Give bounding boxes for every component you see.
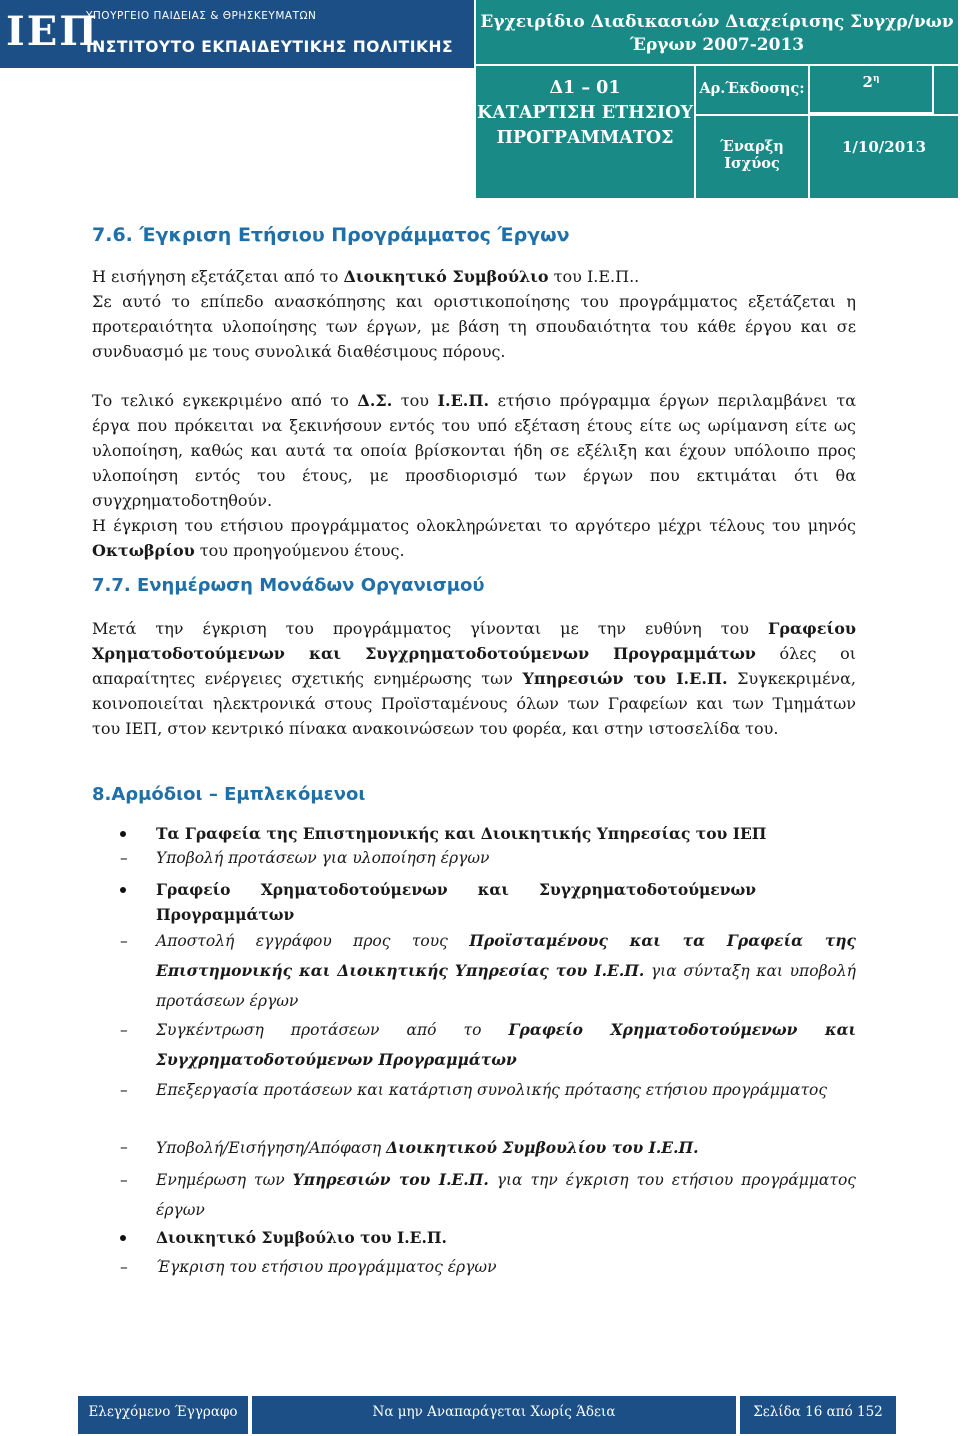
list-item [120, 877, 856, 927]
dash-icon: – [120, 1171, 128, 1189]
dash-text: Υποβολή προτάσεων για υλοποίηση έργων [156, 849, 490, 867]
text-run: Συγκέντρωση προτάσεων από το [156, 1021, 509, 1039]
dash-icon: – [120, 849, 128, 867]
text-run: Υποβολή/Εισήγηση/Απόφαση [156, 1139, 387, 1157]
bold-term: Υπηρεσιών του Ι.Ε.Π. [522, 669, 728, 688]
ministry-name: ΥΠΟΥΡΓΕΙΟ ΠΑΙΔΕΙΑΣ & ΘΡΗΣΚΕΥΜΑΤΩΝ [86, 10, 317, 22]
text-run: του [392, 391, 438, 410]
bold-term: Υπηρεσιών του Ι.Ε.Π. [292, 1170, 489, 1189]
footer-controlled-document: Ελεγχόμενο Έγγραφο [78, 1396, 248, 1434]
bullet-text: Τα Γραφεία της Επιστημονικής και Διοικητικής Υπηρεσίας του ΙΕΠ [156, 824, 767, 843]
dash-text [156, 926, 856, 1016]
list-item [120, 1015, 856, 1075]
issue-number: 2 [862, 73, 873, 91]
dash-text: Επεξεργασία προτάσεων και κατάρτιση συνολικής πρότασης ετήσιου προγράμματος [156, 1081, 828, 1099]
bullet-icon [120, 831, 126, 837]
text-run: του προηγούμενου έτους. [194, 541, 405, 560]
dash-icon: – [120, 1138, 128, 1156]
text-run: ετήσιο πρόγραμμα έργων περιλαμβάνει τα έργα που πρόκειται να ξεκινήσουν εντός του υπό εξέταση έτους είτε ως ωρίμανση είτε ως υλοποίηση, καθώς και αυτά τα οποία βρίσκονται ήδη σε εξέλιξη και έχουν υπόλοιπο προς υλοποίηση εντός του έτους, με προσδιορισμό των έργων που εκτιμάται ότι θα συγχρηματοδοτηθούν. [92, 391, 856, 510]
list-item [120, 1225, 856, 1250]
bullet-text: Γραφείο Χρηματοδοτούμενων και Συγχρηματοδοτούμενων Προγραμμάτων [156, 880, 756, 924]
list-item [120, 1165, 856, 1225]
section-7-6-paragraph-3 [92, 388, 856, 513]
bold-term: Προϊσταμένους και τα Γραφεία της Επιστημονικής και Διοικητικής Υπηρεσίας του Ι.Ε.Π. [156, 931, 856, 980]
bullet-text: Διοικητικό Συμβούλιο του Ι.Ε.Π. [156, 1228, 447, 1247]
bold-term: Γραφείο Χρηματοδοτούμενων και Συγχρηματοδοτούμενων Προγραμμάτων [156, 1020, 856, 1069]
dash-text [156, 1015, 856, 1075]
list-item [120, 1255, 856, 1280]
footer-page-number: Σελίδα 16 από 152 [740, 1396, 896, 1434]
list-item [120, 846, 856, 871]
manual-title-line1: Εγχειρίδιο Διαδικασιών Διαχείρισης Συγχρ/νων [480, 12, 954, 32]
board-name: Διοικητικό Συμβούλιο [343, 267, 549, 286]
start-label: Έναρξη Ισχύος [696, 116, 808, 198]
list-item [120, 926, 856, 1016]
institute-name: ΙΝΣΤΙΤΟΥΤΟ ΕΚΠΑΙΔΕΥΤΙΚΗΣ ΠΟΛΙΤΙΚΗΣ [86, 38, 454, 56]
text-run: Η εισήγηση εξετάζεται από το [92, 267, 344, 286]
manual-title [476, 0, 958, 64]
bold-term: Ι.Ε.Π. [437, 391, 490, 410]
text-run: Αποστολή εγγράφου προς τους [156, 932, 470, 950]
procedure-name-line2: ΠΡΟΓΡΑΜΜΑΤΟΣ [496, 128, 674, 148]
dash-icon: – [120, 1081, 128, 1099]
footer-no-reproduction: Να μην Αναπαράγεται Χωρίς Άδεια [252, 1396, 736, 1434]
procedure-code-box [476, 66, 694, 198]
text-run: Συγκεκριμένα, κοινοποιείται ηλεκτρονικά στους Προϊσταμένους όλων των Γραφείων και των Τμημάτων του ΙΕΠ, στον κεντρικό πίνακα ανακοινώσεων του φορέα, και στην ιστοσελίδα του. [92, 669, 857, 738]
dash-icon: – [120, 932, 128, 950]
dash-text [156, 1165, 856, 1225]
manual-title-line2: Έργων 2007-2013 [629, 35, 805, 55]
bold-term: Διοικητικού Συμβουλίου του Ι.Ε.Π. [386, 1138, 699, 1157]
section-7-6-heading: 7.6. Έγκριση Ετήσιου Προγράμματος Έργων [92, 224, 570, 246]
text-run: Η έγκριση του ετήσιου προγράμματος ολοκληρώνεται το αργότερο μέχρι τέλους του μηνός [92, 516, 856, 535]
section-7-7-heading: 7.7. Ενημέρωση Μονάδων Οργανισμού [92, 575, 485, 596]
text-run: Μετά την έγκριση του προγράμματος γίνονται με την ευθύνη του [92, 619, 768, 638]
institute-logo-banner [0, 0, 474, 68]
procedure-code: Δ1 – 01 [549, 78, 621, 98]
text-run: Ενημέρωση των [156, 1171, 293, 1189]
bullet-icon [120, 887, 126, 893]
section-8-heading: 8.Αρμόδιοι – Εμπλεκόμενοι [92, 784, 366, 805]
iep-logo-mark: ΙΕΠ [6, 8, 99, 55]
bold-term: Γραφείου Χρηματοδοτούμενων και Συγχρηματοδοτούμενων Προγραμμάτων [92, 619, 856, 663]
bold-term: Δ.Σ. [357, 391, 393, 410]
text-run: για σύνταξη και υποβολή προτάσεων έργων [156, 962, 856, 1010]
dash-text [156, 1135, 856, 1161]
issue-suffix: η [872, 74, 880, 84]
dash-icon: – [120, 1021, 128, 1039]
issue-label: Αρ.Έκδοσης: [696, 66, 808, 114]
text-run: Το τελικό εγκεκριμένο από το [92, 391, 358, 410]
text-run: όλες οι απαραίτητες ενέργειες σχετικής ενημέρωσης των [92, 644, 856, 688]
start-date: 1/10/2013 [810, 116, 958, 198]
list-item [120, 821, 856, 846]
section-7-7-paragraph [92, 616, 856, 741]
section-7-6-paragraph-2: Σε αυτό το επίπεδο ανασκόπησης και οριστικοποίησης του προγράμματος εξετάζεται η προτεραιότητα υλοποίησης των έργων, με βάση τη σπουδαιότητα του κάθε έργου και σε συνδυασμό με τους συνολικά διαθέσιμους πόρους. [92, 292, 856, 361]
page-footer [78, 1396, 896, 1434]
issue-value [810, 66, 932, 112]
bullet-icon [120, 1235, 126, 1241]
dash-icon: – [120, 1258, 128, 1276]
list-item [120, 1075, 856, 1105]
section-7-6-paragraph-4 [92, 513, 856, 563]
text-run: του Ι.Ε.Π.. [548, 267, 640, 286]
deadline-month: Οκτωβρίου [92, 541, 195, 560]
procedure-name-line1: ΚΑΤΑΡΤΙΣΗ ΕΤΗΣΙΟΥ [477, 103, 693, 123]
text-run: για την έγκριση του ετήσιου προγράμματος έργων [156, 1171, 856, 1219]
list-item [120, 1135, 856, 1161]
header-spacer [934, 66, 958, 114]
dash-text: Έγκριση του ετήσιου προγράμματος έργων [156, 1258, 497, 1276]
section-7-6-paragraph-1 [92, 264, 856, 289]
